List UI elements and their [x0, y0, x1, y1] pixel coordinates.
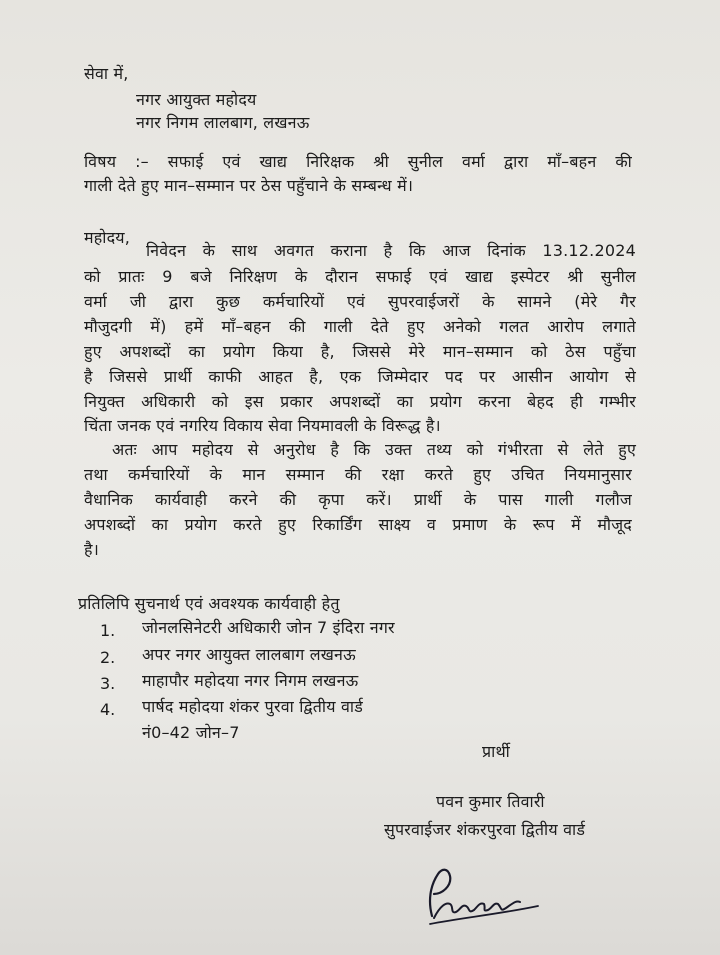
body-p1-line: वर्मा जी द्वारा कुछ कर्मचारियों एवं सुपरवाईजरों के सामने (मेरे गैर [84, 292, 636, 311]
body-p2-line: वैधानिक कार्यवाही करने की कृपा करें। प्रार्थी के पास गाली गलौज [84, 490, 632, 509]
signature-image [420, 846, 560, 930]
copy-item-number: 2. [100, 648, 116, 667]
applicant-label: प्रार्थी [482, 742, 511, 761]
body-p1-line: को प्रातः 9 बजे निरिक्षण के दौरान सफाई एवं खाद्य इस्पेटर श्री सुनील [84, 267, 636, 286]
body-p2-line: अतः आप महोदय से अनुरोध है कि उक्त तथ्य को गंभीरता से लेते हुए [112, 440, 636, 459]
body-p2-line: अपशब्दों का प्रयोग करते हुए रिकार्डिंग साक्ष्य व प्रमाण के रूप में मौजूद [84, 515, 632, 534]
body-p2-line: तथा कर्मचारियों के मान सम्मान की रक्षा करते हुए उचित नियमानुसार [84, 465, 632, 484]
salutation: सेवा में, [84, 64, 129, 83]
body-p1-line: मौजुदगी में) हमें माँ–बहन की गाली देते हुए अनेको गलत आरोप लगाते [84, 317, 636, 336]
body-p1-line: चिंता जनक एवं नगरिय विकाय सेवा नियमावली के विरूद्ध है। [84, 416, 441, 435]
subject-line-2: गाली देते हुए मान–सम्मान पर ठेस पहुँचाने के सम्बन्ध में। [84, 176, 414, 195]
greeting: महोदय, [84, 228, 131, 247]
recipient-address: नगर निगम लालबाग, लखनऊ [136, 113, 310, 132]
copy-item: जोनलसिनेटरी अधिकारी जोन 7 इंदिरा नगर [142, 618, 395, 637]
subject-line-1: विषय :– सफाई एवं खाद्य निरिक्षक श्री सुनील वर्मा द्वारा माँ–बहन की [84, 152, 632, 171]
copy-item-number: 4. [100, 700, 116, 719]
body-p1-line: हुए अपशब्दों का प्रयोग किया है, जिससे मेरे मान–सम्मान को ठेस पहुँचा [84, 342, 636, 361]
copy-item-number: 1. [100, 621, 116, 640]
recipient-title: नगर आयुक्त महोदय [136, 90, 257, 109]
sender-name: पवन कुमार तिवारी [436, 792, 545, 811]
body-p1-line: नियुक्त अधिकारी को इस प्रकार अपशब्दों का प्रयोग करना बेहद ही गम्भीर [84, 392, 636, 411]
body-p1-line: है जिससे प्रार्थी काफी आहत है, एक जिम्मेदार पद पर आसीन आयोग से [84, 367, 636, 386]
copy-item-ward-number: नं0–42 जोन–7 [142, 723, 240, 742]
copy-item: पार्षद महोदया शंकर पुरवा द्वितीय वार्ड [142, 697, 364, 716]
body-p2-line: है। [84, 540, 99, 559]
copy-item-number: 3. [100, 674, 116, 693]
body-p1-line: निवेदन के साथ अवगत कराना है कि आज दिनांक 13.12.2024 [146, 241, 636, 260]
copy-item: अपर नगर आयुक्त लालबाग लखनऊ [142, 645, 356, 664]
copy-item: माहापौर महोदया नगर निगम लखनऊ [142, 671, 359, 690]
copy-heading: प्रतिलिपि सुचनार्थ एवं अवश्यक कार्यवाही हेतु [78, 594, 340, 613]
sender-designation: सुपरवाईजर शंकरपुरवा द्वितीय वार्ड [384, 820, 586, 839]
